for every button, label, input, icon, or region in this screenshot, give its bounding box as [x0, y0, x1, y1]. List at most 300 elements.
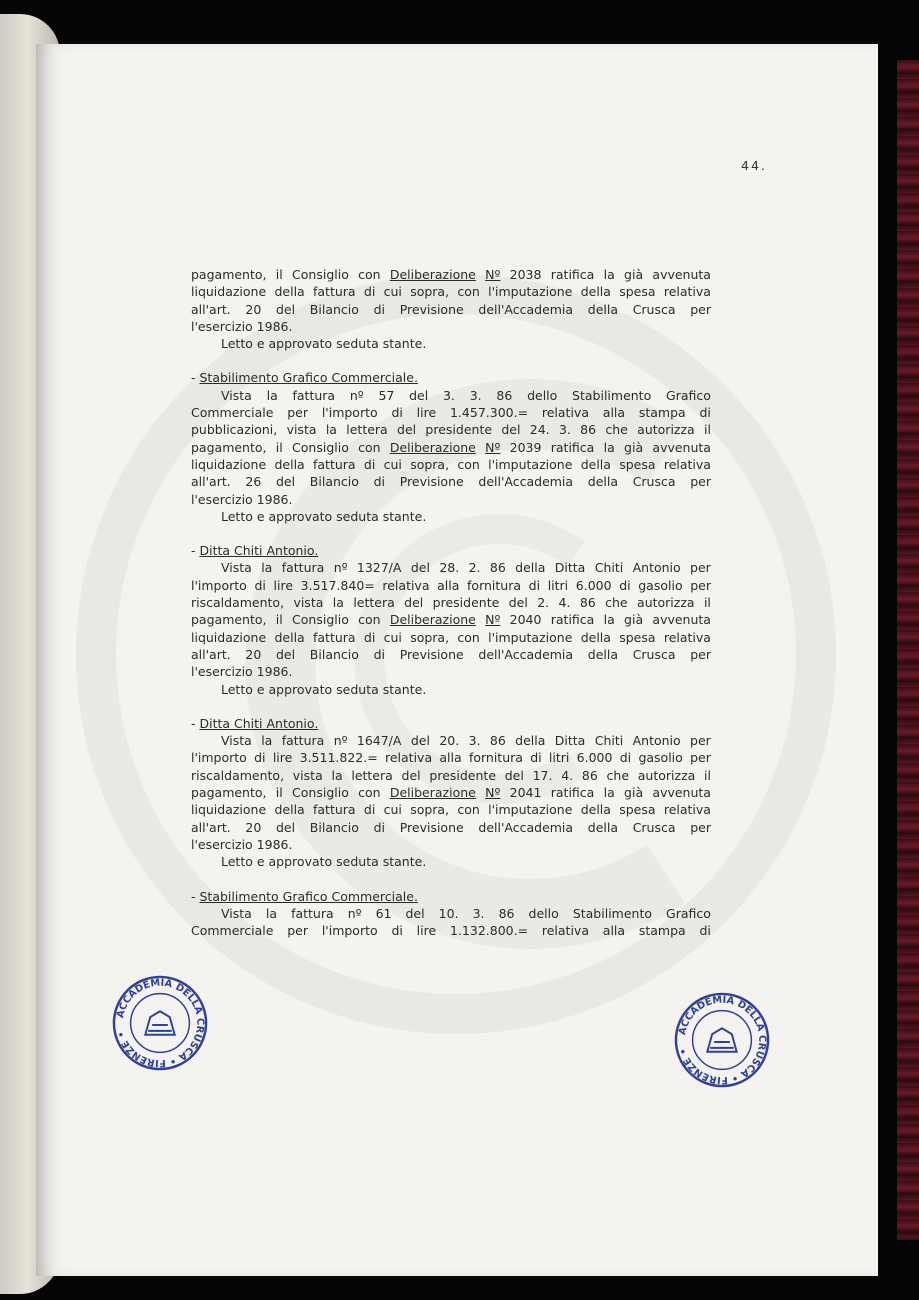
word: cui [383, 802, 402, 818]
text-line [191, 732, 711, 749]
word: Previsione [399, 819, 464, 835]
word: alla [602, 923, 626, 939]
word: del [501, 422, 521, 438]
text-line [191, 421, 711, 438]
word: Commerciale [191, 923, 274, 939]
word: l'imputazione [488, 456, 573, 472]
word: per [287, 405, 309, 421]
word: pagamento, [191, 439, 267, 455]
word: 20 [245, 819, 262, 835]
word: del [276, 646, 296, 662]
word: Bilancio [309, 301, 359, 317]
word: della [274, 629, 305, 645]
word: lettera [346, 422, 388, 438]
word: 6.000 [575, 577, 612, 593]
word: fattura [281, 733, 325, 749]
word: all'art. [191, 474, 231, 490]
word: relativa [541, 923, 589, 939]
text-line [191, 404, 711, 421]
text-line [191, 594, 711, 611]
word: liquidazione [191, 456, 267, 472]
word: di [391, 923, 403, 939]
text-line [191, 784, 711, 801]
word: Chiti [594, 733, 624, 749]
page-number: 44. [741, 158, 767, 173]
word: Vista [221, 733, 252, 749]
word: dello [527, 387, 558, 403]
word: Vista [221, 905, 252, 921]
word: della [587, 646, 618, 662]
word: presidente [429, 767, 497, 783]
heading-name: Stabilimento Grafico Commerciale. [199, 888, 418, 904]
word: Consiglio [292, 439, 349, 455]
word: dello [528, 905, 559, 921]
word: 24. [529, 422, 550, 438]
word: fattura [313, 456, 356, 472]
word: della [515, 560, 546, 576]
heading-dash: - [191, 370, 200, 386]
word: 3. [468, 733, 481, 749]
word: l'importo [191, 750, 247, 766]
word: 3. [558, 422, 571, 438]
word: già [624, 612, 644, 628]
word: della [580, 629, 611, 645]
minutes-text [191, 266, 711, 939]
word: 2039 [509, 439, 542, 455]
word: l'esercizio 1986. [191, 491, 293, 507]
word: Bilancio [309, 819, 359, 835]
word: Crusca [632, 819, 676, 835]
word: Nº [485, 267, 501, 282]
word: sopra, [410, 802, 450, 818]
word: per [690, 750, 711, 766]
word: di [363, 456, 376, 472]
word: 2038 [509, 267, 542, 282]
text-line [191, 611, 711, 628]
word: di [619, 750, 632, 766]
word: relativa [663, 802, 711, 818]
word: Crusca [632, 301, 676, 317]
word: litri [548, 750, 570, 766]
word: vista [286, 422, 317, 438]
approval-line: Letto e approvato seduta stante. [221, 336, 427, 352]
word: Antonio [632, 733, 681, 749]
word: dell'Accademia [478, 474, 574, 490]
section-heading [191, 715, 711, 732]
word: avvenuta [652, 439, 711, 455]
word: per [690, 560, 711, 576]
word: la [266, 387, 278, 403]
word: il [275, 267, 283, 282]
word: litri [547, 577, 569, 593]
word: sopra, [410, 456, 450, 472]
word: Nº [485, 785, 501, 801]
word: di [254, 577, 266, 593]
word: del [397, 422, 417, 438]
word: con [358, 267, 381, 282]
word: del [508, 595, 528, 611]
word: per [690, 301, 711, 317]
word: della [274, 802, 305, 818]
word: della [587, 474, 618, 490]
word: di [254, 750, 266, 766]
word: del [405, 905, 425, 921]
word: della [515, 733, 546, 749]
word: 10. [438, 905, 459, 921]
word: 86 [489, 560, 506, 576]
word: spesa [619, 802, 656, 818]
approval-line: Letto e approvato seduta stante. [221, 854, 427, 870]
word: la [325, 422, 337, 438]
word: 20. [439, 733, 460, 749]
word: 26 [245, 474, 262, 490]
text-line [191, 629, 711, 646]
word: pagamento, [191, 612, 267, 628]
word: l'esercizio 1986. [191, 318, 293, 334]
word: Vista [221, 387, 252, 403]
word: di [363, 802, 376, 818]
word: relativa [382, 577, 430, 593]
word: l'imputazione [488, 802, 573, 818]
word: cui [383, 456, 402, 472]
word: della [587, 819, 618, 835]
word: lire [416, 405, 437, 421]
word: di [699, 405, 711, 421]
word: Consiglio [292, 267, 349, 282]
word: ratifica [550, 439, 595, 455]
word: presidente [425, 422, 493, 438]
word: Ditta [554, 560, 586, 576]
approval-line: Letto e approvato seduta stante. [221, 681, 427, 697]
word: vista [293, 595, 324, 611]
word: lire [416, 923, 437, 939]
word: di [373, 646, 386, 662]
word: per [690, 577, 711, 593]
word: fattura [313, 629, 356, 645]
word: alla [602, 405, 626, 421]
word: Deliberazione [389, 267, 476, 282]
word: relativa [384, 750, 433, 766]
word: Previsione [399, 301, 464, 317]
text-line [191, 819, 711, 836]
word: la [603, 785, 615, 801]
text-line [191, 801, 711, 818]
word: Previsione [399, 474, 464, 490]
word: Stabilimento [572, 387, 652, 403]
word: con [457, 802, 480, 818]
word: fattura [291, 905, 334, 921]
word: l'imputazione [488, 284, 573, 300]
stamp-left-text: ACCADEMIA DELLA CRUSCA • FIRENZE • [115, 977, 206, 1069]
word: Antonio [632, 560, 681, 576]
word: Deliberazione [389, 439, 476, 455]
word: Chiti [594, 560, 624, 576]
word: vista [292, 767, 323, 783]
text-line [191, 318, 711, 335]
word: 1.132.800.= [449, 923, 529, 939]
text-line [191, 439, 711, 456]
word: 86 [489, 733, 506, 749]
word: nº [333, 560, 348, 576]
word: fornitura [467, 577, 522, 593]
word: 2040 [509, 612, 542, 628]
word: riscaldamento, [191, 767, 285, 783]
word: Grafico [666, 387, 711, 403]
word: del [410, 560, 430, 576]
word: 86 [496, 387, 513, 403]
word: lettera [351, 767, 393, 783]
word: cui [383, 629, 402, 645]
word: della [580, 802, 611, 818]
text-line [191, 836, 711, 853]
word: avvenuta [652, 612, 711, 628]
word: Crusca [632, 646, 676, 662]
word: ratifica [550, 612, 595, 628]
word: che [605, 595, 628, 611]
word: 20 [245, 301, 262, 317]
word: avvenuta [652, 785, 711, 801]
word: 2. [537, 595, 550, 611]
heading-name: Ditta Chiti Antonio. [199, 543, 319, 559]
word: relativa [541, 405, 589, 421]
word: Consiglio [292, 612, 349, 628]
word: Ditta [554, 733, 586, 749]
word: dell'Accademia [478, 819, 574, 835]
word: nº [349, 387, 364, 403]
word: 28. [439, 560, 460, 576]
word: Grafico [666, 905, 711, 921]
word: di [373, 301, 386, 317]
word: presidente [432, 595, 500, 611]
word: fornitura [468, 750, 523, 766]
word: il [275, 439, 283, 455]
word: Deliberazione [389, 612, 476, 628]
word: relativa [663, 456, 711, 472]
heading-dash: - [191, 888, 200, 904]
word: di [530, 750, 542, 766]
word: Stabilimento [572, 905, 652, 921]
word: la [332, 595, 344, 611]
word: stampa [638, 923, 686, 939]
word: nº [333, 733, 348, 749]
word: Bilancio [309, 474, 359, 490]
word: gasolio [638, 577, 683, 593]
word: di [373, 819, 386, 835]
word: relativa [663, 629, 711, 645]
word: di [699, 923, 711, 939]
word: 3.511.822.= [299, 750, 378, 766]
word: per [690, 733, 711, 749]
word: 20 [245, 646, 262, 662]
document-page [36, 44, 878, 1276]
word: liquidazione [191, 802, 267, 818]
word: per [287, 923, 309, 939]
heading-name: Ditta Chiti Antonio. [199, 715, 319, 731]
word: della [274, 456, 305, 472]
word: 17. [532, 767, 553, 783]
word: di [619, 577, 631, 593]
word: Previsione [399, 646, 464, 662]
word: che [606, 767, 630, 783]
word: per [690, 474, 711, 490]
word: la [265, 905, 278, 921]
word: Bilancio [309, 646, 359, 662]
word: 3. [469, 387, 482, 403]
word: pubblicazioni, [191, 422, 278, 438]
heading-dash: - [191, 543, 200, 559]
word: l'esercizio 1986. [191, 836, 293, 852]
word: l'imputazione [488, 629, 573, 645]
word: dell'Accademia [478, 301, 574, 317]
word: alla [437, 577, 460, 593]
word: all'art. [191, 646, 231, 662]
word: 86 [579, 595, 596, 611]
word: 3.517.840= [300, 577, 375, 593]
word: 4. [561, 767, 574, 783]
word: del [404, 595, 424, 611]
word: della [587, 301, 618, 317]
word: del [410, 733, 430, 749]
accademia-stamp-right-icon [673, 991, 771, 1089]
word: 2. [468, 560, 481, 576]
word: del [409, 387, 429, 403]
word: con [358, 439, 381, 455]
text-line [191, 905, 711, 922]
word: pagamento, [191, 267, 267, 282]
word: l'importo [191, 577, 247, 593]
word: 1647/A [356, 733, 402, 749]
word: del [276, 474, 296, 490]
word: sopra, [410, 629, 450, 645]
word: lire [272, 750, 293, 766]
word: spesa [619, 456, 656, 472]
word: con [457, 284, 480, 300]
word: Deliberazione [389, 785, 476, 801]
word: liquidazione [191, 284, 267, 300]
word: fattura [313, 802, 356, 818]
word: riscaldamento, [191, 595, 285, 611]
text-line [191, 646, 711, 663]
word: autorizza [637, 422, 695, 438]
word: di [363, 629, 376, 645]
word: la [603, 267, 615, 282]
word: con [358, 612, 381, 628]
word: alla [439, 750, 462, 766]
text-line [191, 283, 711, 300]
text-line [191, 922, 711, 939]
word: Commerciale [191, 405, 274, 421]
section-heading [191, 542, 711, 559]
word: del [276, 819, 296, 835]
word: all'art. [191, 301, 231, 317]
accademia-stamp-left-icon [111, 974, 209, 1072]
word: sopra, [410, 284, 450, 300]
word: già [624, 267, 644, 282]
word: la [603, 612, 615, 628]
word: con [358, 785, 381, 801]
word: 1.457.300.= [449, 405, 529, 421]
word: 3. [442, 387, 455, 403]
word: che [605, 422, 628, 438]
word: di [391, 405, 403, 421]
text-line [191, 387, 711, 404]
word: fattura [281, 560, 325, 576]
word: 2041 [509, 785, 542, 801]
word: 4. [558, 595, 571, 611]
word: il [704, 767, 711, 783]
word: il [275, 612, 283, 628]
approval-line: Letto e approvato seduta stante. [221, 508, 427, 524]
heading-dash: - [191, 715, 200, 731]
word: Nº [485, 439, 501, 455]
word: del [504, 767, 524, 783]
word: Crusca [632, 474, 676, 490]
word: fattura [292, 387, 336, 403]
word: 6.000 [576, 750, 613, 766]
word: ratifica [550, 785, 595, 801]
word: 61 [375, 905, 392, 921]
word: dell'Accademia [478, 646, 574, 662]
word: pagamento, [191, 785, 267, 801]
word: 86 [580, 422, 597, 438]
text-line [191, 559, 711, 576]
word: del [276, 301, 296, 317]
text-line [191, 456, 711, 473]
word: all'art. [191, 819, 231, 835]
word: spesa [619, 284, 656, 300]
text-line [191, 266, 711, 283]
word: liquidazione [191, 629, 267, 645]
word: l'importo [321, 405, 378, 421]
text-line [191, 577, 711, 594]
word: per [690, 819, 711, 835]
word: fattura [313, 284, 356, 300]
word: del [401, 767, 421, 783]
word: il [703, 595, 711, 611]
text-line [191, 663, 711, 680]
word: già [624, 439, 644, 455]
word: 86 [581, 767, 598, 783]
word: autorizza [637, 767, 696, 783]
section-heading [191, 888, 711, 905]
word: 57 [378, 387, 395, 403]
word: 86 [498, 905, 515, 921]
word: spesa [619, 629, 656, 645]
word: Nº [485, 612, 501, 628]
svg-text:ACCADEMIA DELLA CRUSCA • FIREN [115, 978, 205, 1069]
word: cui [383, 284, 402, 300]
text-line [191, 767, 711, 784]
word: per [690, 646, 711, 662]
word: gasolio [638, 750, 683, 766]
text-line [191, 749, 711, 766]
svg-text:ACCADEMIA DELLA CRUSCA • FIREN [677, 995, 767, 1086]
word: Consiglio [292, 785, 349, 801]
word: con [457, 456, 480, 472]
word: avvenuta [652, 267, 711, 282]
word: stampa [638, 405, 686, 421]
text-line [191, 473, 711, 490]
word: della [580, 456, 611, 472]
word: l'importo [321, 923, 378, 939]
book-binding [897, 60, 919, 1240]
word: con [457, 629, 480, 645]
word: della [580, 284, 611, 300]
word: ratifica [550, 267, 595, 282]
word: di [373, 474, 386, 490]
word: l'esercizio 1986. [191, 664, 293, 680]
word: 3. [472, 905, 485, 921]
